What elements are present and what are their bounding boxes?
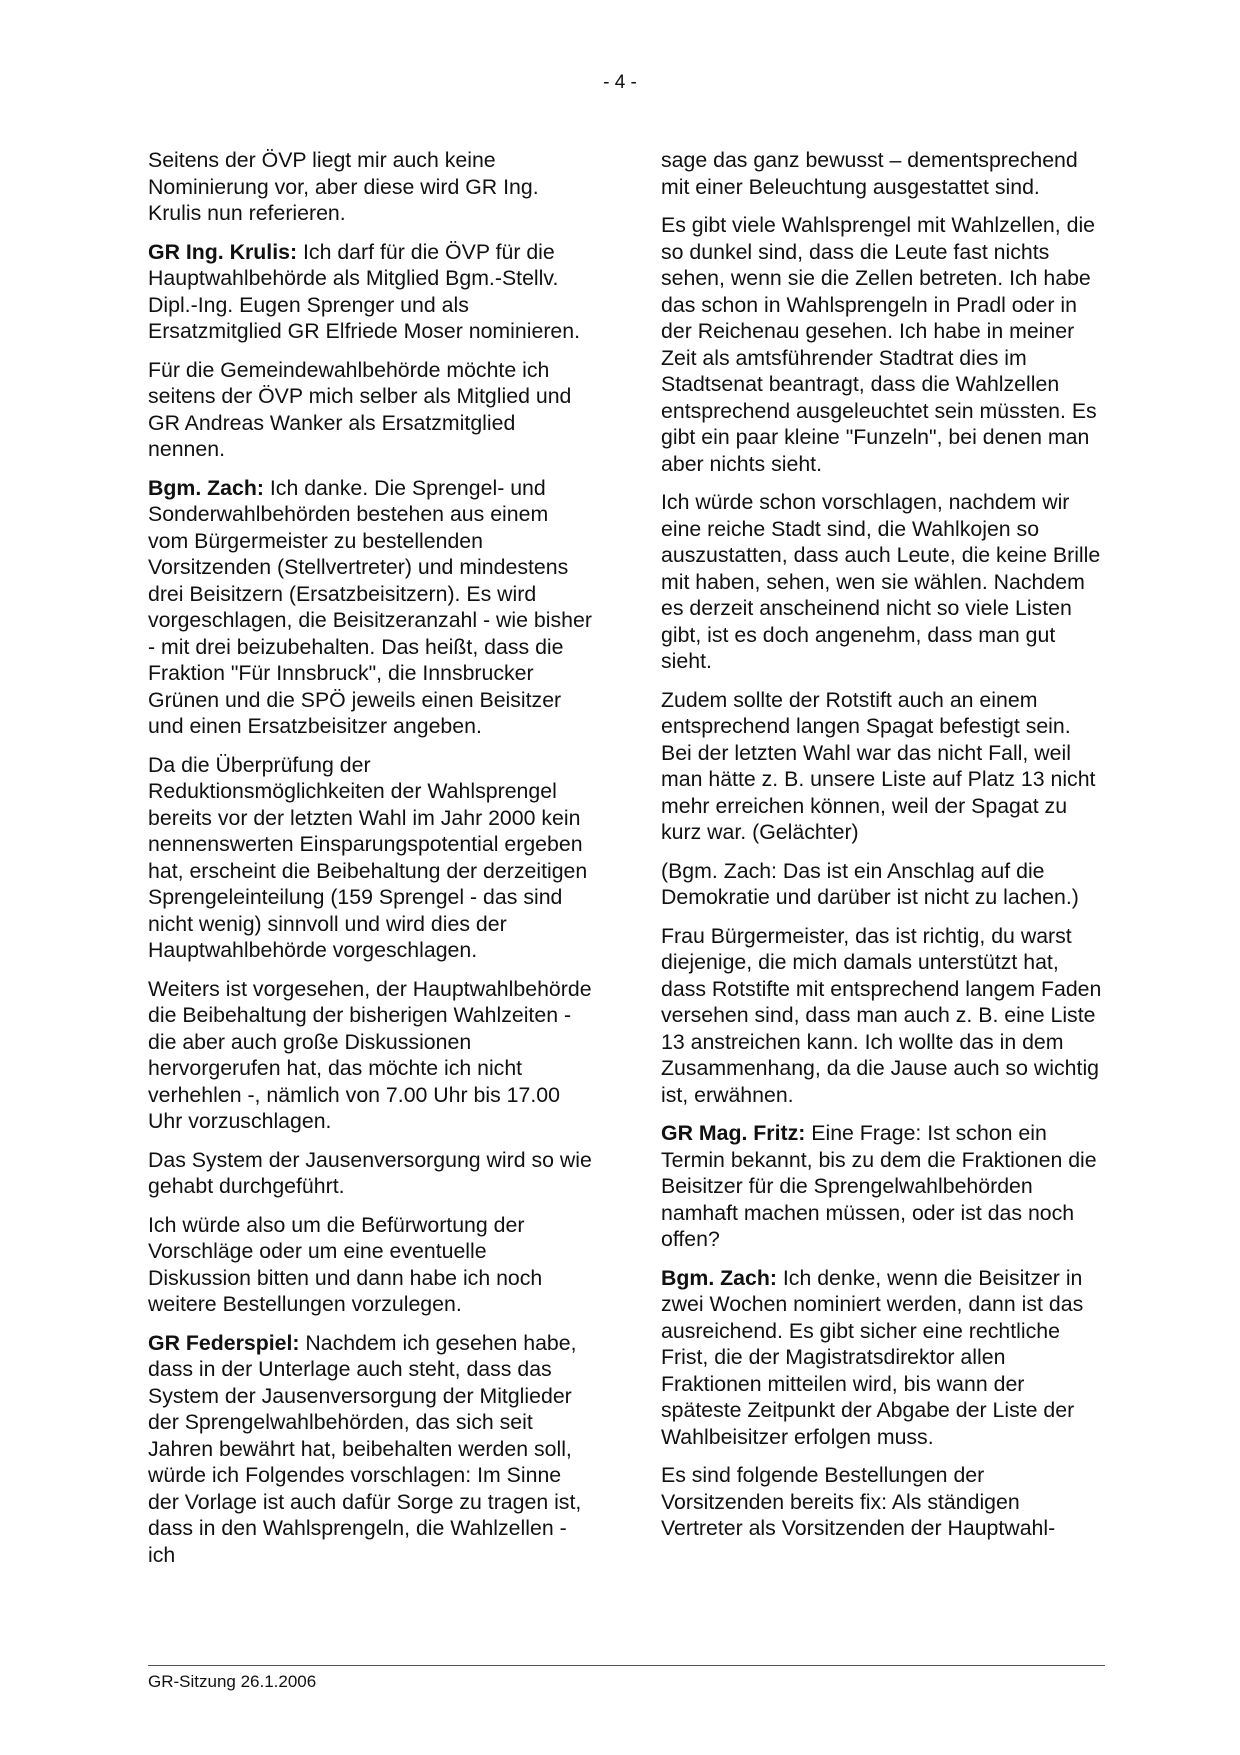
paragraph (661, 147, 1106, 200)
paragraph (148, 1330, 593, 1569)
paragraph (148, 475, 593, 740)
paragraph (148, 1212, 593, 1318)
paragraph (148, 147, 593, 227)
left-column (148, 147, 593, 1580)
paragraph (148, 752, 593, 964)
speaker-name: GR Federspiel: (148, 1330, 300, 1355)
paragraph-text: Ich würde schon vorschlagen, nachdem wir eine reiche Stadt sind, die Wahlkojen so auszustatten, dass auch Leute, die keine Brille mit haben, sehen, wen sie wählen. Nachdem es derzeit anscheinend nicht so viele Listen gibt, ist es doch angenehm, dass man gut sieht. (661, 490, 1101, 673)
paragraph (148, 357, 593, 463)
paragraph-text: Seitens der ÖVP liegt mir auch keine Nominierung vor, aber diese wird GR Ing. Krulis nun referieren. (148, 148, 539, 225)
paragraph-text: Es gibt viele Wahlsprengel mit Wahlzellen, die so dunkel sind, dass die Leute fast nichts sehen, wenn sie die Zellen betreten. Ich habe das schon in Wahlsprengeln in Pradl oder in der Reichenau gesehen. Ich habe in meiner Zeit als amtsführender Stadtrat dies im Stadtsenat beantragt, dass die Wahlzellen entsprechend ausgeleuchtet sein müssten. Es gibt ein paar kleine "Funzeln", bei denen man aber nichts sieht. (661, 213, 1097, 476)
paragraph-text: Frau Bürgermeister, das ist richtig, du warst diejenige, die mich damals unterstützt hat, dass Rotstifte mit entsprechend langem Faden versehen sind, dass man auch z. B. eine Liste 13 anstreichen kann. Ich wollte das in dem Zusammenhang, da die Jause auch so wichtig ist, erwähnen. (661, 923, 1102, 1107)
paragraph (661, 1462, 1106, 1542)
paragraph (661, 489, 1106, 675)
page-number: - 4 - (603, 72, 637, 93)
paragraph-text: Weiters ist vorgesehen, der Hauptwahlbehörde die Beibehaltung der bisherigen Wahlzeiten - die aber auch große Diskussionen hervorgerufen hat, das möchte ich nicht verhehlen -, nämlich von 7.00 Uhr bis 17.00 Uhr vorzuschlagen. (148, 976, 592, 1133)
paragraph-text: Zudem sollte der Rotstift auch an einem entsprechend langen Spagat befestigt sein. Bei der letzten Wahl war das nicht Fall, weil man hätte z. B. unsere Liste auf Platz 13 nicht mehr erreichen können, weil der Spagat zu kurz war. (Gelächter) (661, 687, 1096, 844)
paragraph-text: Ich darf für die ÖVP für die Hauptwahlbehörde als Mitglied Bgm.-Stellv. Dipl.-Ing. Eugen Sprenger und als Ersatzmitglied GR Elfriede Moser nominieren. (148, 239, 581, 343)
right-column (661, 147, 1106, 1554)
footer-text: GR-Sitzung 26.1.2006 (148, 1672, 317, 1691)
speaker-name: Bgm. Zach: (661, 1265, 777, 1290)
paragraph (661, 212, 1106, 477)
paragraph-text: Eine Frage: Ist schon ein Termin bekannt, bis zu dem die Fraktionen die Beisitzer für die Sprengelwahlbehörden namhaft machen müssen, oder ist das noch offen? (661, 1121, 1097, 1251)
paragraph (661, 923, 1106, 1109)
paragraph (148, 239, 593, 345)
paragraph-text: Da die Überprüfung der Reduktionsmöglichkeiten der Wahlsprengel bereits vor der letzten Wahl im Jahr 2000 kein nennenswerten Einsparungspotential ergeben hat, erscheint die Beibehaltung der derzeitigen Sprengeleinteilung (159 Sprengel - das sind nicht wenig) sinnvoll und wird dies der Hauptwahlbehörde vorgeschlagen. (148, 752, 588, 962)
paragraph-text: Ich denke, wenn die Beisitzer in zwei Wochen nominiert werden, dann ist das ausreichend. Es gibt sicher eine rechtliche Frist, die der Magistratsdirektor allen Fraktionen mitteilen wird, bis wann der späteste Zeitpunkt der Abgabe der Liste der Wahlbeisitzer erfolgen muss. (661, 1265, 1084, 1449)
speaker-name: Bgm. Zach: (148, 475, 264, 500)
speaker-name: GR Ing. Krulis: (148, 239, 298, 264)
paragraph (148, 976, 593, 1135)
paragraph (661, 858, 1106, 911)
paragraph-text: sage das ganz bewusst – dementsprechend mit einer Beleuchtung ausgestattet sind. (661, 148, 1078, 199)
paragraph-text: Ich würde also um die Befürwortung der Vorschläge oder um eine eventuelle Diskussion bitten und dann habe ich noch weitere Bestellungen vorzulegen. (148, 1212, 543, 1316)
paragraph (661, 1265, 1106, 1451)
paragraph-text: (Bgm. Zach: Das ist ein Anschlag auf die Demokratie und darüber ist nicht zu lachen.) (661, 858, 1079, 909)
footer-divider (148, 1665, 1105, 1666)
paragraph (148, 1147, 593, 1200)
paragraph-text: Es sind folgende Bestellungen der Vorsitzenden bereits fix: Als ständigen Vertreter als Vorsitzenden der Hauptwahl- (661, 1463, 1056, 1540)
paragraph (661, 687, 1106, 846)
paragraph-text: Das System der Jausenversorgung wird so wie gehabt durchgeführt. (148, 1147, 592, 1198)
paragraph (661, 1120, 1106, 1253)
paragraph-text: Nachdem ich gesehen habe, dass in der Unterlage auch steht, dass das System der Jausenversorgung der Mitglieder der Sprengelwahlbehörden, das sich seit Jahren bewährt hat, beibehalten werden soll, würde ich Folgendes vorschlagen: Im Sinne der Vorlage ist auch dafür Sorge zu tragen ist, dass in den Wahlsprengeln, die Wahlzellen - ich (148, 1330, 582, 1567)
speaker-name: GR Mag. Fritz: (661, 1121, 806, 1145)
paragraph-text: Ich danke. Die Sprengel- und Sonderwahlbehörden bestehen aus einem vom Bürgermeister zu bestellenden Vorsitzenden (Stellvertreter) und mindestens drei Beisitzern (Ersatzbeisitzern). Es wird vorgeschlagen, die Beisitzeranzahl - wie bisher - mit drei beizubehalten. Das heißt, dass die Fraktion "Für Innsbruck", die Innsbrucker Grünen und die SPÖ jeweils einen Beisitzer und einen Ersatzbeisitzer angeben. (148, 475, 592, 738)
paragraph-text: Für die Gemeindewahlbehörde möchte ich seitens der ÖVP mich selber als Mitglied und GR Andreas Wanker als Ersatzmitglied nennen. (148, 357, 572, 461)
